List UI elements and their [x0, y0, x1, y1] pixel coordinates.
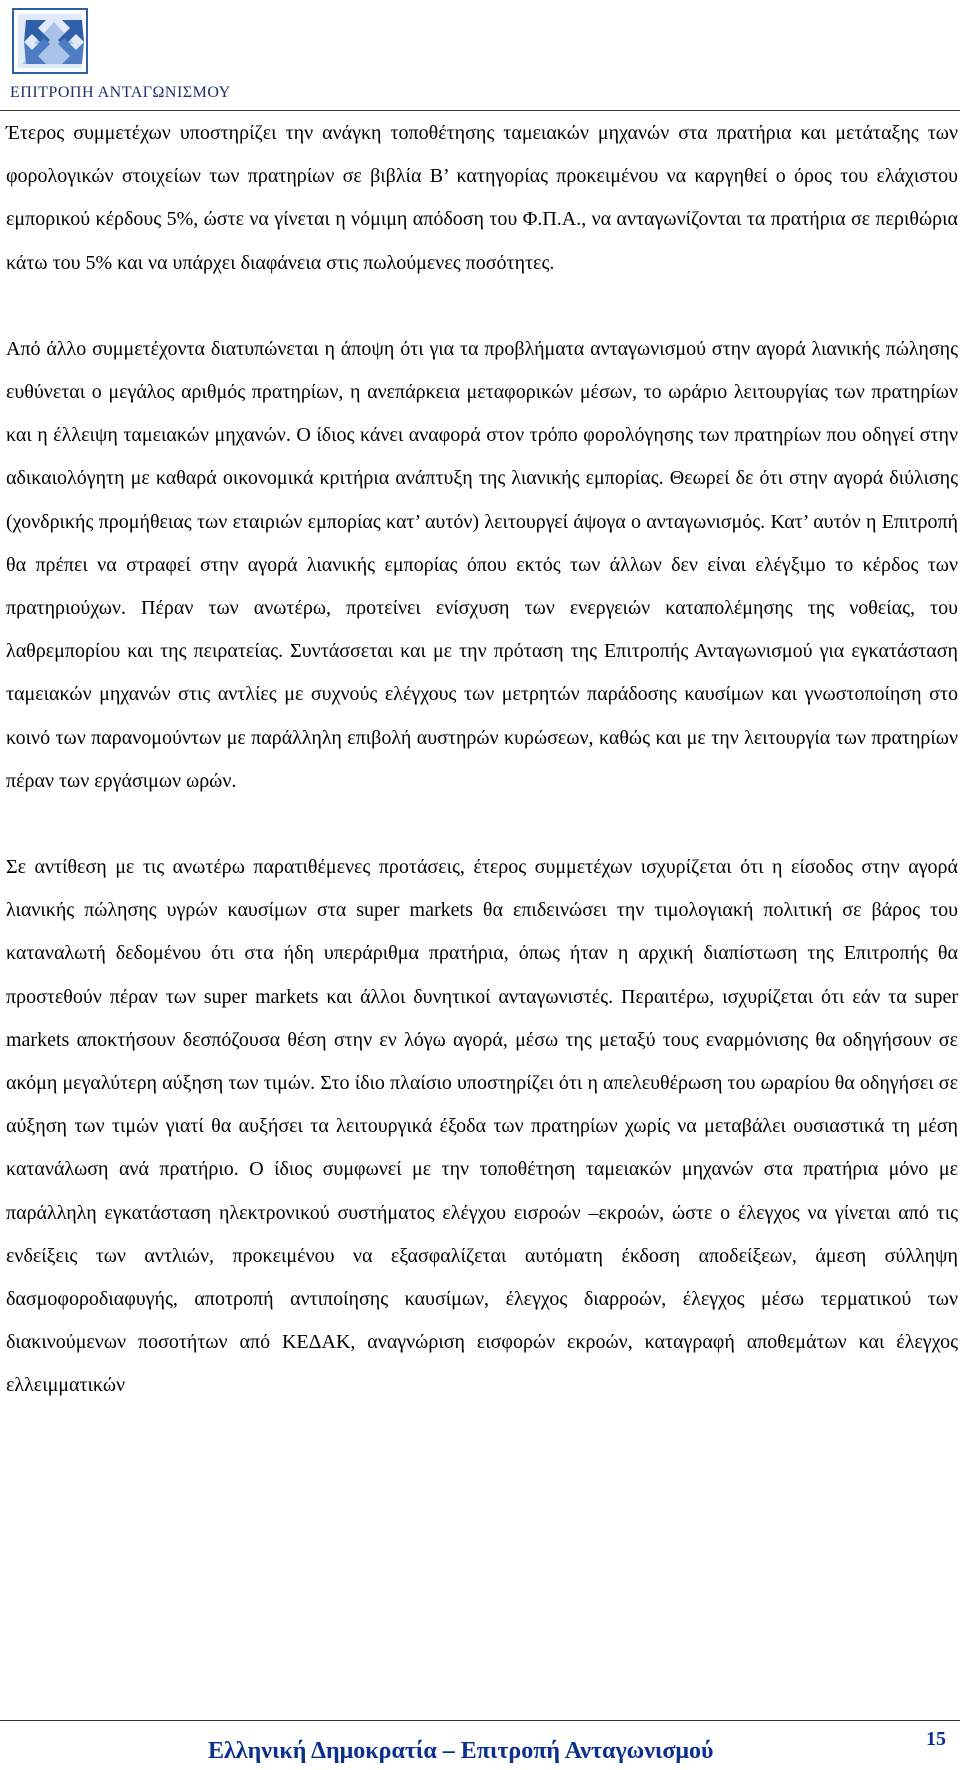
page-number: 15	[926, 1728, 946, 1750]
paragraph-2: Από άλλο συμμετέχοντα διατυπώνεται η άποψη ότι για τα προβλήματα ανταγωνισμού στην αγορά λιανικής πώλησης ευθύνεται ο μεγάλος αριθμός πρατηρίων, η ανεπάρκεια μεταφορικών μέσων, το ωράριο λειτουργίας των πρατηρίων και η έλλειψη ταμειακών μηχανών. Ο ίδιος κάνει αναφορά στον τρόπο φορολόγησης των πρατηρίων που οδηγεί στην αδικαιολόγητη με καθαρά οικονομικά κριτήρια ανάπτυξη της λιανικής εμπορίας. Θεωρεί δε ότι στην αγορά διύλισης (χονδρικής προμήθειας των εταιριών εμπορίας κατ’ αυτόν) λειτουργεί άψογα ο ανταγωνισμός. Κατ’ αυτόν η Επιτροπή θα πρέπει να στραφεί στην αγορά λιανικής εμπορίας όπου εκτός των άλλων δεν είναι ελέγξιμο το κέρδος των πρατηριούχων. Πέραν των ανωτέρω, προτείνει ενίσχυση των ενεργειών καταπολέμησης της νοθείας, του λαθρεμπορίου και της πειρατείας. Συντάσσεται και με την πρόταση της Επιτροπής Ανταγωνισμού για εγκατάσταση ταμειακών μηχανών στις αντλίες με συχνούς ελέγχους των μετρητών παράδοσης καυσίμων και γνωστοποίηση στο κοινό των παρανομούντων με παράλληλη επιβολή αυστηρών κυρώσεων, καθώς και με την λειτουργία των πρατηρίων πέραν των εργάσιμων ωρών.	[6, 337, 958, 792]
paragraph-3: Σε αντίθεση με τις ανωτέρω παρατιθέμενες προτάσεις, έτερος συμμετέχων ισχυρίζεται ότι η είσοδος στην αγορά λιανικής πώλησης υγρών καυσίμων στα super markets θα επιδεινώσει την τιμολογιακή πολιτική σε βάρος του καταναλωτή δεδομένου ότι στα ήδη υπεράριθμα πρατήρια, όπως ήταν η αρχική διαπίστωση της Επιτροπής θα προστεθούν πέραν των super markets και άλλοι δυνητικοί ανταγωνιστές. Περαιτέρω, ισχυρίζεται ότι εάν τα super markets αποκτήσουν δεσπόζουσα θέση στην εν λόγω αγορά, μέσω της μεταξύ τους εναρμόνισης θα οδηγήσουν σε ακόμη μεγαλύτερη αύξηση των τιμών. Στο ίδιο πλαίσιο υποστηρίζει ότι η απελευθέρωση του ωραρίου θα οδηγήσει σε αύξηση των τιμών γιατί θα αυξήσει τα λειτουργικά έξοδα των πρατηρίων χωρίς να μεταβάλει ουσιαστικά τη μέση κατανάλωση ανά πρατήριο. Ο ίδιος συμφωνεί με την τοποθέτηση ταμειακών μηχανών στα πρατήρια μόνο με παράλληλη εγκατάσταση ηλεκτρονικού συστήματος ελέγχου εισροών –εκροών, ώστε ο έλεγχος να γίνεται από τις ενδείξεις των αντλιών, προκειμένου να εξασφαλίζεται αυτόματη έκδοση αποδείξεων, άμεση σύλληψη δασμοφοροδιαφυγής, αποτροπή αντιποίησης καυσίμων, έλεγχος διαρροών, έλεγχος μέσω τερματικού των διακινούμενων ποσοτήτων από ΚΕΔΑΚ, αναγνώριση εισφορών εκροών, καταγραφή αποθεμάτων και έλεγχος ελλειμματικών	[6, 856, 958, 1397]
page-footer	[0, 1718, 960, 1770]
document-body	[6, 112, 958, 1408]
footer-title: Ελληνική Δημοκρατία – Επιτροπή Ανταγωνισμού	[208, 1738, 714, 1764]
organization-name: ΕΠΙΤΡΟΠΗ ΑΝΤΑΓΩΝΙΣΜΟΥ	[10, 84, 231, 101]
page-header	[0, 0, 960, 112]
footer-divider	[0, 1720, 960, 1721]
paragraph-1: Έτερος συμμετέχων υποστηρίζει την ανάγκη τοποθέτησης ταμειακών μηχανών στα πρατήρια και μετάταξης των φορολογικών στοιχείων των πρατηρίων σε βιβλία Β’ κατηγορίας προκειμένου να καργηθεί ο όρος του ελάχιστου εμπορικού κέρδους 5%, ώστε να γίνεται η νόμιμη απόδοση του Φ.Π.Α., να ανταγωνίζονται τα πρατήρια σε περιθώρια κάτω του 5% και να υπάρχει διαφάνεια στις πωλούμενες ποσότητες.	[6, 122, 958, 274]
competition-commission-logo-icon	[12, 8, 96, 84]
header-divider	[0, 110, 960, 111]
